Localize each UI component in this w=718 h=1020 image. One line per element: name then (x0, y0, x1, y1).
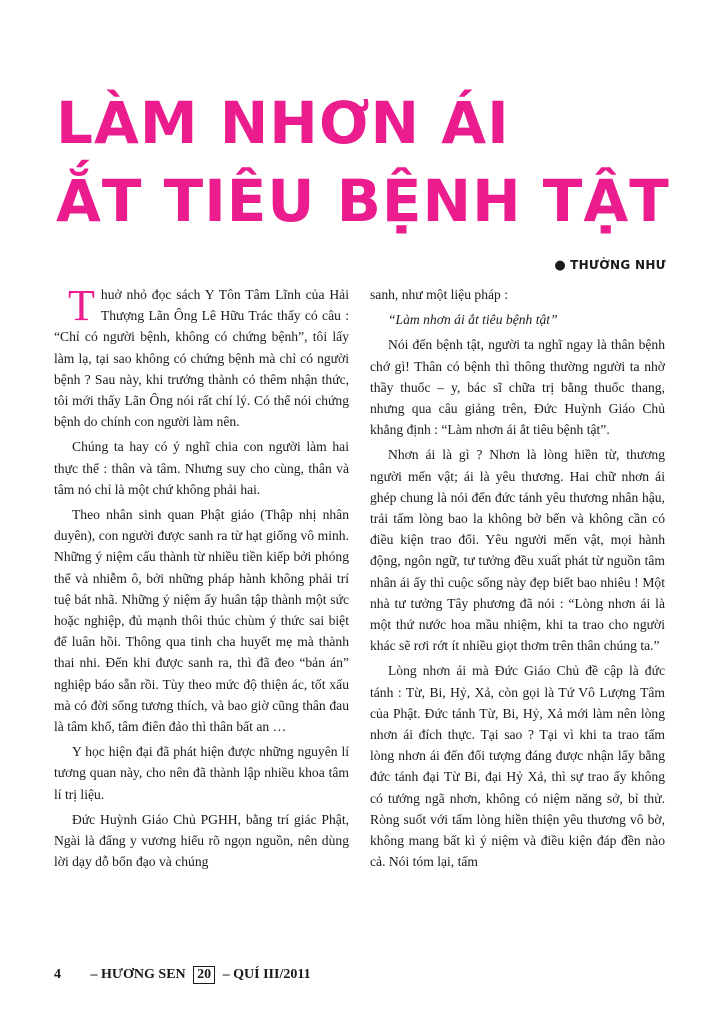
page-number: 4 (54, 967, 61, 982)
paragraph: Đức Huỳnh Giáo Chủ PGHH, bằng trí giác Phật, Ngài là đấng y vương hiểu rõ ngọn nguồn, nên dùng lời dạy dỗ bổn đạo và chúng (54, 811, 349, 870)
magazine-name: – HƯƠNG SEN (90, 967, 186, 982)
issue-period: – QUÍ III/2011 (222, 967, 311, 982)
drop-cap: T (68, 281, 95, 330)
quote: “Làm nhơn ái ắt tiêu bệnh tật” (388, 312, 558, 328)
paragraph: Chúng ta hay có ý nghĩ chia con người làm hai thực thể : thân và tâm. Nhưng suy cho cùng, thân và tâm nó chỉ là một chứ không phải hai. (54, 439, 349, 497)
paragraph-text: huở nhỏ đọc sách Y Tôn Tâm Lĩnh của Hải Thượng Lãn Ông Lê Hữu Trác thấy có câu : “Chỉ có người bệnh, không có chứng bệnh”, tôi lấy làm lạ, tại sao không có chứng bệnh mà chỉ có người bệnh ? Sau này, khi trưởng thành có thêm nhận thức, tôi mới thấy Lãn Ông nói rất chí lý. Có thể nói chứng bệnh do chính con người làm nên. (54, 287, 349, 430)
right-column (370, 284, 665, 876)
issue-number: 20 (193, 966, 215, 984)
left-column (54, 281, 349, 876)
author-byline (554, 258, 666, 273)
paragraph: Theo nhân sinh quan Phật giáo (Thập nhị nhân duyên), con người được sanh ra từ hạt giống vô minh. Những ý niệm cấu thành từ nhiều tiền kiếp bởi phóng thể và nhiễm ô, bởi những pháp hành không phải trí tuệ bát nhã. Những ý niệm ấy huân tập thành một sức hoặc nghiệp, đủ mạnh thôi thúc chùm ý thức sai biệt để luân hồi. Thông qua tinh cha huyết mẹ mà thành thai nhi. Đến khi được sanh ra, thì đã đeo “bản án” nghiệp báo sẵn rồi. Tùy theo mức độ thiện ác, tốt xấu mà có đời sống tương thích, và bao giờ cũng thân đau là tâm khổ, tâm điên đảo thì thân bất an … (54, 507, 349, 735)
paragraph: sanh, như một liệu pháp : (370, 287, 509, 302)
title-line-1: LÀM NHƠN ÁI (56, 89, 510, 157)
author-name: THƯỜNG NHƯ (570, 258, 666, 272)
bullet-icon: ● (554, 258, 567, 273)
title-line-2: ẮT TIÊU BỆNH TẬT (56, 167, 670, 235)
article-title (56, 84, 696, 240)
page-footer (54, 966, 311, 984)
paragraph: Y học hiện đại đã phát hiện được những nguyên lí tương quan này, cho nên đã thành lập nhiều khoa tâm lí trị liệu. (54, 744, 349, 802)
paragraph: Nhơn ái là gì ? Nhơn là lòng hiền từ, thương người mến vật; ái là yêu thương. Hai chữ nhơn ái ghép chung là nói đến đức tánh yêu thương nhân hậu, trải tấm lòng bao la không bờ bến và không cần có điều kiện trao đổi. Yêu người mến vật, mọi hành động, ngôn ngữ, tư tưởng đều xuất phát từ nguồn tâm nhân ái ấy thì cuộc sống này đẹp biết bao nhiêu ! Một nhà tư tưởng Tây phương đã nói : “Lòng nhơn ái là một thứ nước hoa mầu nhiệm, khi ta trao cho người khác sẽ rơi rớt ít nhiều giọt thơm trên thân chúng ta.” (370, 447, 665, 654)
paragraph: Nói đến bệnh tật, người ta nghĩ ngay là thân bệnh chớ gì! Thân có bệnh thì thông thường người ta nhờ thầy thuốc – y, bác sĩ chữa trị bằng thuốc thang, nhưng qua câu giảng trên, Đức Huỳnh Giáo Chủ khẳng định : “Làm nhơn ái ắt tiêu bệnh tật”. (370, 337, 665, 438)
paragraph (54, 281, 349, 432)
paragraph: Lòng nhơn ái mà Đức Giáo Chủ đề cập là đức tánh : Từ, Bi, Hỷ, Xả, còn gọi là Tứ Vô Lượng Tâm của Phật. Đức tánh Từ, Bi, Hỷ, Xả mới làm nên lòng nhơn ái đích thực. Tại sao ? Tại vì khi ta trao tấm lòng nhơn ái đến đối tượng đáng được nhận lấy bằng đức tánh đại Từ Bi, đại Hỷ Xả, thì sự trao ấy không có tướng ngã nhơn, không có niệm năng sở, bỉ thử. Ròng suốt với tấm lòng hiền thiện yêu thương vô bờ, không mang bất kì ý niệm và điều kiện đáp đền nào cả. Nói tóm lại, tấm (370, 663, 665, 870)
